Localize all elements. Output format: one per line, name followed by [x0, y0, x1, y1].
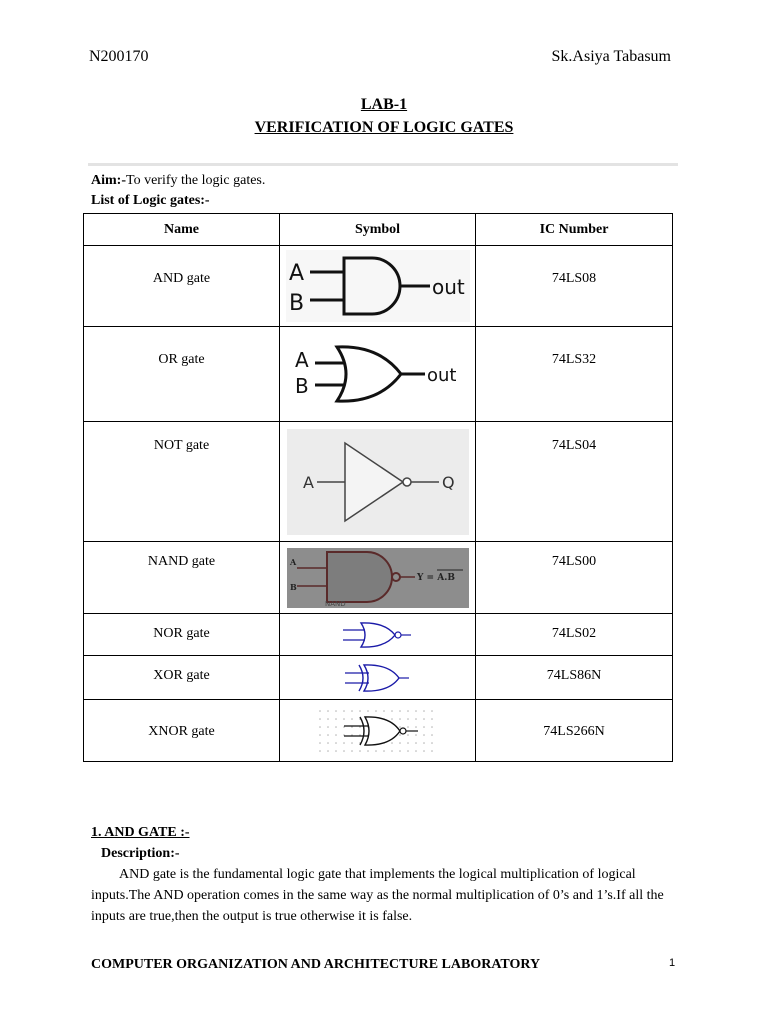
ic-number: 74LS08: [551, 271, 597, 286]
nor-gate-icon: [341, 620, 415, 650]
gate-name: XNOR gate: [148, 724, 215, 739]
and-gate-icon: [286, 250, 470, 322]
ic-number-cell: [476, 246, 673, 327]
nand-gate-icon: [287, 548, 469, 608]
ic-number-cell: [476, 700, 673, 762]
roll-number: N200170: [89, 48, 149, 65]
gate-name-cell: [84, 422, 280, 542]
ic-number: 74LS04: [551, 438, 597, 453]
ic-number-cell: [476, 542, 673, 614]
aim-text: To verify the logic gates.: [126, 173, 266, 188]
gate-symbol-cell: [280, 246, 476, 327]
ic-number: 74LS266N: [543, 724, 605, 739]
gate-name: OR gate: [158, 352, 205, 367]
section-heading: 1. AND GATE :-: [91, 825, 190, 840]
output-q-label: Q: [441, 472, 455, 492]
ic-number-cell: [476, 614, 673, 656]
column-header-name: Name: [84, 214, 280, 246]
gate-name-cell: [84, 656, 280, 700]
divider: [88, 163, 678, 166]
table-row: [84, 700, 673, 762]
logic-gates-table: [83, 213, 673, 762]
nand-caption: NAND: [324, 599, 346, 608]
gate-name: NAND gate: [147, 554, 216, 569]
gate-symbol-cell: [280, 656, 476, 700]
description-heading: Description:-: [101, 846, 180, 861]
gate-name: AND gate: [152, 271, 211, 286]
aim-line: [91, 173, 265, 189]
aim-label: Aim:-: [91, 173, 126, 188]
page-title: VERIFICATION OF LOGIC GATES: [254, 119, 514, 136]
gate-name-cell: [84, 700, 280, 762]
table-row: [84, 246, 673, 327]
ic-number: 74LS02: [551, 626, 597, 641]
not-gate-icon: [287, 429, 469, 535]
input-b-label: B: [294, 374, 309, 398]
gate-name: NOR gate: [153, 626, 210, 641]
ic-number: 74LS86N: [546, 668, 602, 683]
input-a-label: A: [288, 261, 304, 286]
gate-symbol-cell: [280, 614, 476, 656]
gate-name-cell: [84, 327, 280, 422]
gate-symbol-cell: [280, 542, 476, 614]
ic-number-cell: [476, 422, 673, 542]
list-heading: List of Logic gates:-: [91, 193, 210, 208]
gate-symbol-cell: [280, 700, 476, 762]
output-label: out: [431, 275, 465, 299]
table-row: [84, 327, 673, 422]
input-b-label: B: [289, 581, 297, 592]
table-header-row: [84, 214, 673, 246]
or-gate-icon: [293, 341, 463, 407]
description-paragraph: AND gate is the fundamental logic gate that implements the logical multiplication of logical inputs.The AND operation comes in the same way as the normal multiplication of 0’s and 1’s.If all the inputs are true,then the output is true otherwise it is false.: [91, 867, 664, 924]
table-row: [84, 542, 673, 614]
ic-number-cell: [476, 327, 673, 422]
table-row: [84, 656, 673, 700]
xnor-gate-icon: [318, 709, 438, 753]
gate-symbol-cell: [280, 422, 476, 542]
input-b-label: B: [288, 291, 304, 316]
input-a-label: A: [294, 348, 309, 372]
ic-number: 74LS00: [551, 554, 597, 569]
input-a-label: A: [302, 472, 314, 492]
output-label: out: [426, 365, 456, 386]
gate-symbol-cell: [280, 327, 476, 422]
table-row: [84, 614, 673, 656]
gate-name-cell: [84, 246, 280, 327]
input-a-label: A: [289, 556, 296, 567]
gate-name-cell: [84, 614, 280, 656]
ic-number-cell: [476, 656, 673, 700]
output-expression: Y = A.B: [416, 572, 455, 583]
footer-lab-name: COMPUTER ORGANIZATION AND ARCHITECTURE LABORATORY: [91, 957, 541, 972]
lab-title: LAB-1: [360, 96, 408, 113]
gate-name-cell: [84, 542, 280, 614]
gate-name: NOT gate: [153, 438, 210, 453]
xor-gate-icon: [343, 661, 413, 695]
gate-name: XOR gate: [153, 668, 210, 683]
table-row: [84, 422, 673, 542]
column-header-symbol: Symbol: [280, 214, 476, 246]
author-name: Sk.Asiya Tabasum: [551, 48, 671, 65]
page-number: 1: [669, 957, 676, 969]
ic-number: 74LS32: [551, 352, 597, 367]
column-header-ic: IC Number: [476, 214, 673, 246]
